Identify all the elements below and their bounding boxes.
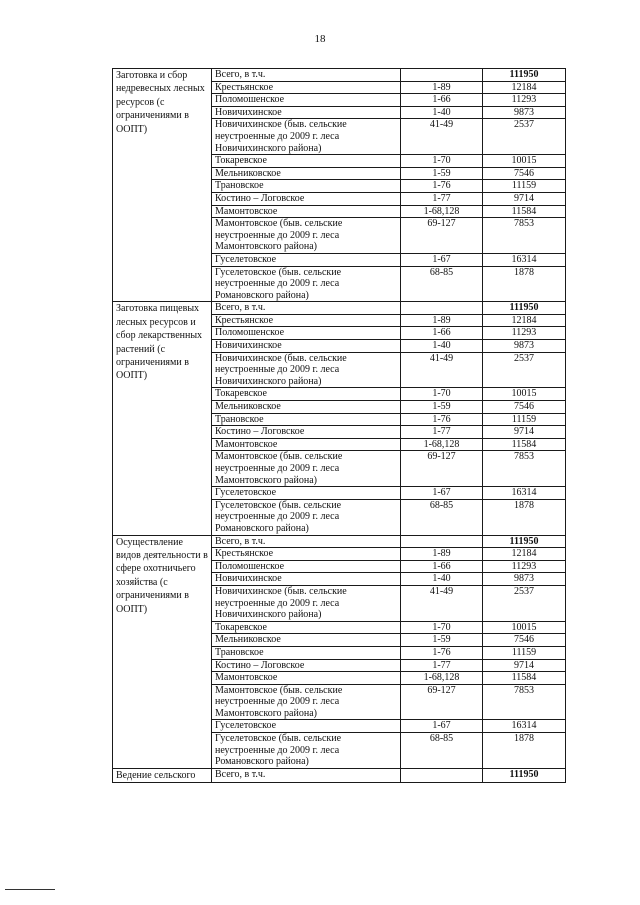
- activity-type-cell: Осуществление видов деятельности в сфере охотничьего хозяйства (с ограничениями в ООПТ): [113, 535, 212, 768]
- area-cell: 11159: [483, 180, 566, 193]
- footnote-separator: [5, 889, 55, 890]
- quarters-cell: 1-68,128: [401, 205, 483, 218]
- area-cell: 16314: [483, 720, 566, 733]
- quarters-cell: 1-70: [401, 155, 483, 168]
- total-quarters-cell: [401, 69, 483, 82]
- area-cell: 11293: [483, 560, 566, 573]
- quarters-cell: 1-59: [401, 167, 483, 180]
- forest-use-table: [112, 68, 566, 783]
- forestry-name-cell: Костино – Логовское: [212, 192, 401, 205]
- forestry-name-cell: Гуселетовское (быв. сельские неустроенные до 2009 г. леса Романовского района): [212, 499, 401, 535]
- forestry-name-cell: Трановское: [212, 646, 401, 659]
- area-cell: 16314: [483, 253, 566, 266]
- area-cell: 7546: [483, 167, 566, 180]
- forestry-name-cell: Мамонтовское: [212, 438, 401, 451]
- forestry-name-cell: Крестьянское: [212, 314, 401, 327]
- total-area-cell: 111950: [483, 768, 566, 782]
- quarters-cell: 41-49: [401, 352, 483, 388]
- section-total-row: [113, 302, 566, 315]
- section-total-row: [113, 535, 566, 548]
- quarters-cell: 69-127: [401, 684, 483, 720]
- quarters-cell: 41-49: [401, 119, 483, 155]
- quarters-cell: 1-89: [401, 548, 483, 561]
- activity-type-cell: Ведение сельского: [113, 768, 212, 782]
- area-cell: 10015: [483, 155, 566, 168]
- forestry-name-cell: Гуселетовское (быв. сельские неустроенные до 2009 г. леса Романовского района): [212, 266, 401, 302]
- forestry-name-cell: Мамонтовское (быв. сельские неустроенные до 2009 г. леса Мамонтовского района): [212, 684, 401, 720]
- forestry-name-cell: Поломошенское: [212, 560, 401, 573]
- forestry-name-cell: Крестьянское: [212, 548, 401, 561]
- forestry-name-cell: Трановское: [212, 413, 401, 426]
- forestry-name-cell: Новичихинское (быв. сельские неустроенные до 2009 г. леса Новичихинского района): [212, 585, 401, 621]
- quarters-cell: 1-66: [401, 327, 483, 340]
- quarters-cell: 41-49: [401, 585, 483, 621]
- forestry-name-cell: Новичихинское: [212, 106, 401, 119]
- area-cell: 7853: [483, 684, 566, 720]
- quarters-cell: 68-85: [401, 499, 483, 535]
- forestry-name-cell: Мельниковское: [212, 634, 401, 647]
- area-cell: 11293: [483, 94, 566, 107]
- quarters-cell: 1-77: [401, 426, 483, 439]
- quarters-cell: 68-85: [401, 733, 483, 769]
- area-cell: 9873: [483, 573, 566, 586]
- forestry-name-cell: Токаревское: [212, 155, 401, 168]
- area-cell: 9714: [483, 659, 566, 672]
- forestry-name-cell: Мамонтовское (быв. сельские неустроенные до 2009 г. леса Мамонтовского района): [212, 218, 401, 254]
- quarters-cell: 69-127: [401, 451, 483, 487]
- forestry-name-cell: Гуселетовское (быв. сельские неустроенные до 2009 г. леса Романовского района): [212, 733, 401, 769]
- section-total-row: [113, 69, 566, 82]
- area-cell: 11584: [483, 438, 566, 451]
- area-cell: 11584: [483, 205, 566, 218]
- forestry-name-cell: Крестьянское: [212, 81, 401, 94]
- forestry-name-cell: Костино – Логовское: [212, 659, 401, 672]
- area-cell: 12184: [483, 548, 566, 561]
- area-cell: 1878: [483, 266, 566, 302]
- total-label-cell: Всего, в т.ч.: [212, 302, 401, 315]
- total-quarters-cell: [401, 768, 483, 782]
- forestry-name-cell: Трановское: [212, 180, 401, 193]
- forestry-name-cell: Мамонтовское: [212, 672, 401, 685]
- area-cell: 11159: [483, 413, 566, 426]
- area-cell: 11159: [483, 646, 566, 659]
- area-cell: 16314: [483, 487, 566, 500]
- area-cell: 12184: [483, 314, 566, 327]
- activity-type-cell: Заготовка пищевых лесных ресурсов и сбор лекарственных растений (с ограничениями в ООПТ): [113, 302, 212, 535]
- forestry-name-cell: Новичихинское (быв. сельские неустроенные до 2009 г. леса Новичихинского района): [212, 352, 401, 388]
- quarters-cell: 1-67: [401, 253, 483, 266]
- forestry-name-cell: Гуселетовское: [212, 720, 401, 733]
- quarters-cell: 1-89: [401, 81, 483, 94]
- quarters-cell: 1-59: [401, 401, 483, 414]
- area-cell: 11584: [483, 672, 566, 685]
- area-cell: 10015: [483, 621, 566, 634]
- forestry-name-cell: Токаревское: [212, 388, 401, 401]
- forestry-name-cell: Новичихинское: [212, 340, 401, 353]
- quarters-cell: 1-68,128: [401, 438, 483, 451]
- area-cell: 9873: [483, 340, 566, 353]
- quarters-cell: 68-85: [401, 266, 483, 302]
- area-cell: 11293: [483, 327, 566, 340]
- quarters-cell: 1-76: [401, 646, 483, 659]
- quarters-cell: 1-76: [401, 180, 483, 193]
- forestry-name-cell: Мельниковское: [212, 167, 401, 180]
- total-label-cell: Всего, в т.ч.: [212, 535, 401, 548]
- area-cell: 9714: [483, 426, 566, 439]
- area-cell: 1878: [483, 499, 566, 535]
- total-area-cell: 111950: [483, 535, 566, 548]
- area-cell: 9714: [483, 192, 566, 205]
- total-label-cell: Всего, в т.ч.: [212, 69, 401, 82]
- quarters-cell: 69-127: [401, 218, 483, 254]
- quarters-cell: 1-77: [401, 192, 483, 205]
- total-quarters-cell: [401, 535, 483, 548]
- total-area-cell: 111950: [483, 69, 566, 82]
- total-label-cell: Всего, в т.ч.: [212, 768, 401, 782]
- area-cell: 2537: [483, 352, 566, 388]
- quarters-cell: 1-66: [401, 560, 483, 573]
- area-cell: 9873: [483, 106, 566, 119]
- forestry-name-cell: Гуселетовское: [212, 487, 401, 500]
- forestry-name-cell: Токаревское: [212, 621, 401, 634]
- table-body: [113, 69, 566, 783]
- quarters-cell: 1-70: [401, 388, 483, 401]
- page-number: 18: [314, 33, 326, 45]
- quarters-cell: 1-68,128: [401, 672, 483, 685]
- section-total-row: [113, 768, 566, 782]
- forestry-name-cell: Мельниковское: [212, 401, 401, 414]
- quarters-cell: 1-40: [401, 340, 483, 353]
- activity-type-cell: Заготовка и сбор недревесных лесных ресурсов (с ограничениями в ООПТ): [113, 69, 212, 302]
- quarters-cell: 1-89: [401, 314, 483, 327]
- quarters-cell: 1-66: [401, 94, 483, 107]
- area-cell: 7546: [483, 634, 566, 647]
- total-quarters-cell: [401, 302, 483, 315]
- quarters-cell: 1-40: [401, 573, 483, 586]
- quarters-cell: 1-67: [401, 720, 483, 733]
- area-cell: 7546: [483, 401, 566, 414]
- quarters-cell: 1-77: [401, 659, 483, 672]
- quarters-cell: 1-76: [401, 413, 483, 426]
- quarters-cell: 1-59: [401, 634, 483, 647]
- area-cell: 1878: [483, 733, 566, 769]
- area-cell: 7853: [483, 451, 566, 487]
- forestry-name-cell: Мамонтовское (быв. сельские неустроенные до 2009 г. леса Мамонтовского района): [212, 451, 401, 487]
- area-cell: 2537: [483, 119, 566, 155]
- total-area-cell: 111950: [483, 302, 566, 315]
- forestry-name-cell: Костино – Логовское: [212, 426, 401, 439]
- quarters-cell: 1-40: [401, 106, 483, 119]
- area-cell: 10015: [483, 388, 566, 401]
- area-cell: 7853: [483, 218, 566, 254]
- forestry-name-cell: Новичихинское (быв. сельские неустроенные до 2009 г. леса Новичихинского района): [212, 119, 401, 155]
- forestry-name-cell: Поломошенское: [212, 94, 401, 107]
- forestry-name-cell: Гуселетовское: [212, 253, 401, 266]
- quarters-cell: 1-67: [401, 487, 483, 500]
- forestry-name-cell: Мамонтовское: [212, 205, 401, 218]
- forestry-name-cell: Поломошенское: [212, 327, 401, 340]
- forestry-name-cell: Новичихинское: [212, 573, 401, 586]
- area-cell: 12184: [483, 81, 566, 94]
- quarters-cell: 1-70: [401, 621, 483, 634]
- area-cell: 2537: [483, 585, 566, 621]
